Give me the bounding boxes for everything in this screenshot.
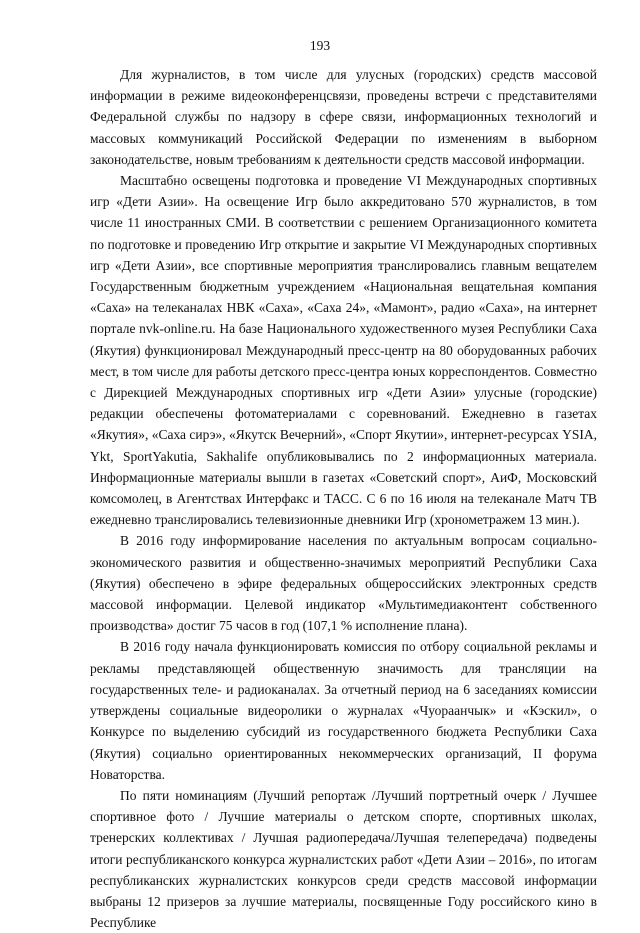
paragraph-journalism-contest: По пяти номинациям (Лучший репортаж /Лучший портретный очерк / Лучшее спортивное фото / Лучшие материалы о детском спорте, спортивных школах, тренерских коллективах / Лучшая радиопередача/Лучшая телепередача) подведены итоги республиканского конкурса журналистских работ «Дети Азии – 2016», по итогам республиканских журналистских конкурсов среди средств массовой информации выбраны 12 призеров за лучшие материалы, посвященные Году российского кино в Республике [90,787,597,931]
paragraph-federal-media-informing: В 2016 году информирование населения по актуальным вопросам социально-экономического развития и общественно-значимых мероприятий Республики Саха (Якутия) обеспечено в эфире федеральных общероссийских электронных средств массовой информации. Целевой индикатор «Мультимедиаконтент собственного производства» достиг 75 часов в год (107,1 % исполнение плана). [90,533,597,634]
paragraph-children-of-asia-coverage: Масштабно освещены подготовка и проведение VI Международных спортивных игр «Дети Азии». На освещение Игр было аккредитовано 570 журналистов, в том числе 11 иностранных СМИ. В соответствии с решением Организационного комитета по подготовке и проведению Игр открытие и закрытие VI Международных спортивных игр «Дети Азии», все спортивные мероприятия транслировались главным вещателем Государственным бюджетным учреждением «Национальная вещательная компания «Саха» на телеканалах НВК «Саха», «Саха 24», «Мамонт», радио «Саха», на интернет портале nvk-online.ru. На базе Национального художественного музея Республики Саха (Якутия) функционировал Международный пресс-центр на 80 оборудованных рабочих мест, в том числе для работы детского пресс-центра юных корреспондентов. Совместно с Дирекцией Международных спортивных игр «Дети Азии» улусные (городские) редакции обеспечены фотоматериалами с соревнований. Ежедневно в газетах «Якутия», «Саха сирэ», «Якутск Вечерний», «Спорт Якутии», интернет-ресурсах YSIA, Ykt, SportYakutia, Sakhalife опубликовывались по 2 информационных материала. Информационные материалы вышли в газетах «Советский спорт», АиФ, Московский комсомолец, в Агентствах Интерфакс и ТАСС. С 6 по 16 июля на телеканале Матч ТВ ежедневно транслировались телевизионные дневники Игр (хронометражем 13 мин.). [90,173,598,528]
page-number: 193 [309,38,331,53]
body-text [90,64,597,933]
paragraph-social-advertising-commission: В 2016 году начала функционировать комиссия по отбору социальной рекламы и рекламы представляющей общественную значимость для трансляции на государственных теле- и радиоканалах. За отчетный период на 6 заседаниях комиссии утверждены социальные видеоролики о журналах «Чуораанчык» и «Кэскил», о Конкурсе по выделению субсидий из государственного бюджета Республики Саха (Якутия) социально ориентированных некоммерческих организаций, II форума Новаторства. [90,639,597,782]
paragraph-journalist-meetings: Для журналистов, в том числе для улусных (городских) средств массовой информации в режиме видеоконференцсвязи, проведены встречи с представителями Федеральной службы по надзору в сфере связи, информационных технологий и массовых коммуникаций Российской Федерации по изменениям в выборном законодательстве, новым требованиям к деятельности средств массовой информации. [90,67,597,167]
